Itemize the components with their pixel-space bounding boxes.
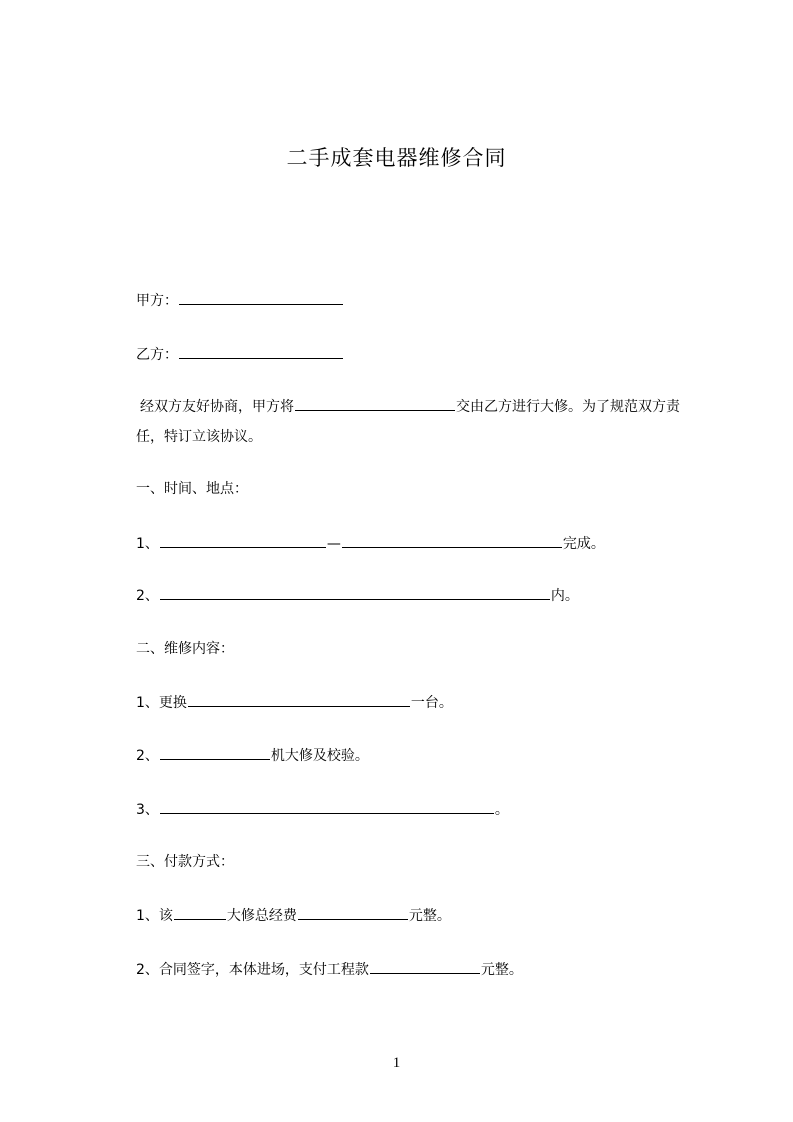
section1-item2-blank <box>160 585 550 600</box>
section2-item2-blank <box>160 745 270 760</box>
intro-blank <box>295 396 455 411</box>
section1-item2-suffix: 内。 <box>550 588 579 604</box>
section2-item2-suffix: 机大修及校验。 <box>270 748 369 764</box>
party-a-blank <box>179 290 343 305</box>
section2-item3 <box>136 799 509 820</box>
intro-paragraph <box>136 392 706 452</box>
party-b-label: 乙方： <box>136 347 178 363</box>
party-a-line <box>136 290 344 311</box>
party-a-label: 甲方： <box>136 293 178 309</box>
section1-item1-blank-start <box>160 533 326 548</box>
section3-item1-blank-amount <box>298 905 408 920</box>
section2-item1-suffix: 一台。 <box>410 695 453 711</box>
section2-heading: 二、维修内容： <box>136 641 234 657</box>
section3-item2 <box>136 959 523 980</box>
section1-item2-prefix: 2、 <box>136 588 159 604</box>
intro-part1: 经双方友好协商，甲方将 <box>140 399 294 415</box>
section3-item1-prefix: 1、该 <box>136 908 173 924</box>
section2-item2-prefix: 2、 <box>136 748 159 764</box>
section3-heading: 三、付款方式： <box>136 854 234 870</box>
section1-item1 <box>136 533 605 554</box>
section1-item1-dash: — <box>326 536 341 552</box>
section1-item1-prefix: 1、 <box>136 536 159 552</box>
section3-item1-suffix: 元整。 <box>408 908 451 924</box>
section2-item1 <box>136 692 453 713</box>
section3-item1 <box>136 905 451 926</box>
document-title: 二手成套电器维修合同 <box>286 146 507 170</box>
section3-item2-suffix: 元整。 <box>480 962 523 978</box>
section3-item2-prefix: 2、合同签字，本体进场，支付工程款 <box>136 962 369 978</box>
section2-item3-prefix: 3、 <box>136 802 159 818</box>
section2-item2 <box>136 745 369 766</box>
intro-part2: 交由乙方进行大修。为了规范双方责任，特订立该协议。 <box>136 399 680 445</box>
section1-item1-suffix: 完成。 <box>562 536 605 552</box>
section3-item1-blank-project <box>174 905 226 920</box>
section2-item1-blank <box>188 692 410 707</box>
section3-item1-mid: 大修总经费 <box>226 908 297 924</box>
party-b-blank <box>179 344 343 359</box>
section2-item3-blank <box>160 799 494 814</box>
section2-item3-suffix: 。 <box>494 802 509 818</box>
section3-item2-blank <box>370 959 480 974</box>
section2-item1-prefix: 1、更换 <box>136 695 187 711</box>
section1-item2 <box>136 585 579 606</box>
section1-heading: 一、时间、地点： <box>136 481 248 497</box>
page-number: 1 <box>392 1055 401 1071</box>
party-b-line <box>136 344 344 365</box>
section1-item1-blank-end <box>342 533 562 548</box>
